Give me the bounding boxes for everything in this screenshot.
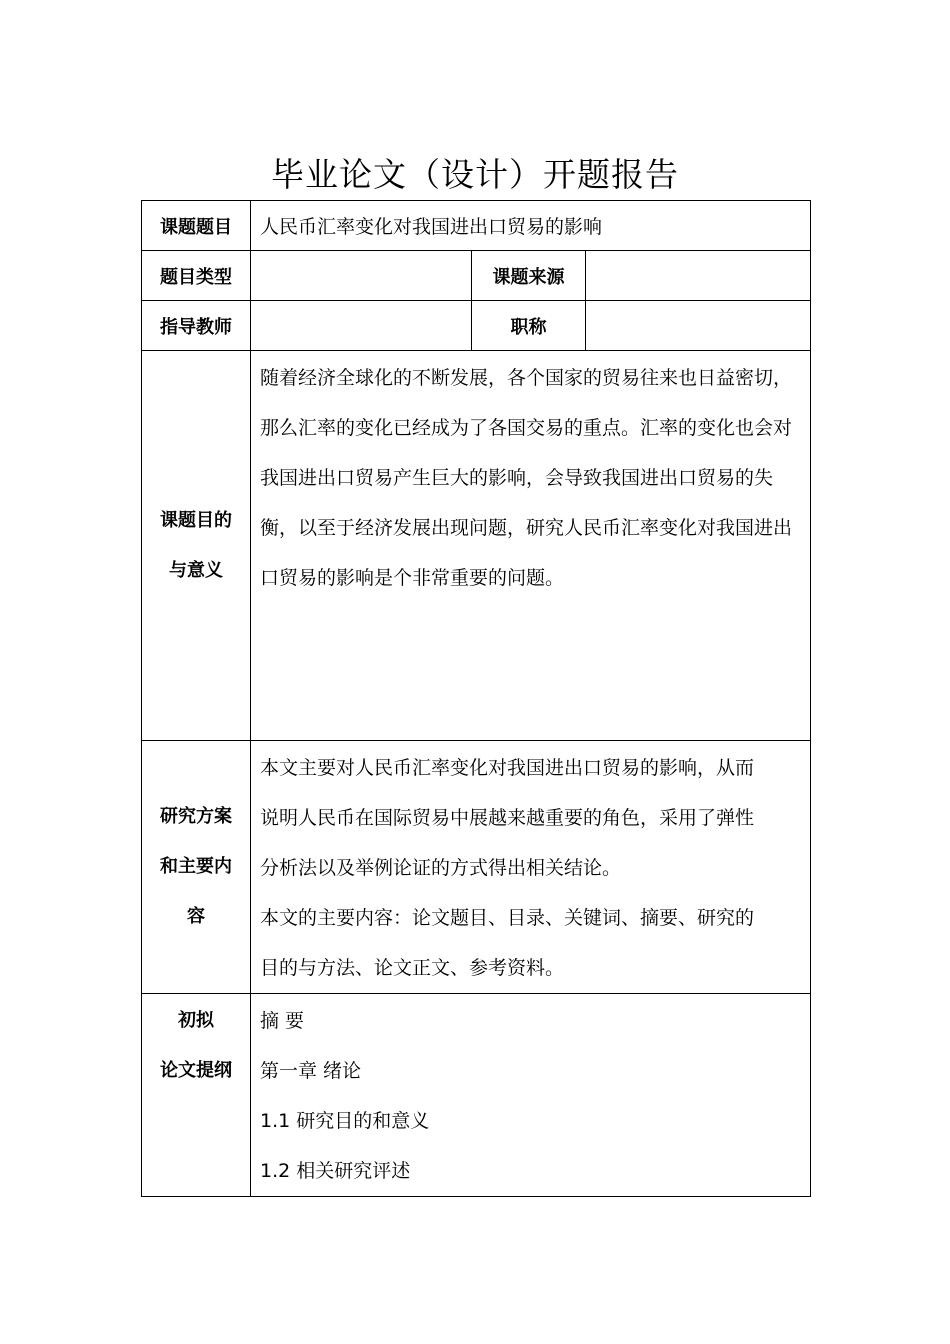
proposal-form-table <box>141 200 811 1197</box>
outline-label-line: 初拟 <box>178 1010 214 1031</box>
advisor-label: 指导教师 <box>142 301 251 351</box>
plan-label-line: 容 <box>187 906 205 927</box>
paragraph-line: 我国进出口贸易产生巨大的影响，会导致我国进出口贸易的失 <box>260 467 774 489</box>
paragraph-line: 随着经济全球化的不断发展，各个国家的贸易往来也日益密切， <box>260 367 793 389</box>
purpose-label-line: 课题目的 <box>160 509 232 531</box>
paragraph-line: 说明人民币在国际贸易中展越来越重要的角色，采用了弹性 <box>260 807 755 829</box>
type-source-row <box>142 251 811 301</box>
paragraph-line: 分析法以及举例论证的方式得出相关结论。 <box>260 857 622 879</box>
topic-label: 课题题目 <box>142 201 251 251</box>
outline-label <box>142 994 251 1197</box>
source-label: 课题来源 <box>472 251 586 301</box>
source-value <box>586 251 811 301</box>
plan-content <box>251 741 811 994</box>
purpose-label <box>142 351 251 741</box>
outline-row <box>142 994 811 1197</box>
outline-line: 摘 要 <box>260 1010 305 1032</box>
paragraph-line: 本文的主要内容：论文题目、目录、关键词、摘要、研究的 <box>260 907 755 929</box>
rank-label: 职称 <box>472 301 586 351</box>
paragraph-line: 目的与方法、论文正文、参考资料。 <box>260 957 565 979</box>
rank-value <box>586 301 811 351</box>
paragraph-line: 衡，以至于经济发展出现问题，研究人民币汇率变化对我国进出 <box>260 517 793 539</box>
outline-line: 第一章 绪论 <box>260 1060 362 1082</box>
advisor-rank-row <box>142 301 811 351</box>
plan-row <box>142 741 811 994</box>
outline-line: 1.1 研究目的和意义 <box>260 1110 430 1132</box>
topic-value: 人民币汇率变化对我国进出口贸易的影响 <box>251 201 811 251</box>
type-value <box>251 251 472 301</box>
type-label: 题目类型 <box>142 251 251 301</box>
plan-label-line: 研究方案 <box>160 806 232 827</box>
paragraph-line: 本文主要对人民币汇率变化对我国进出口贸易的影响，从而 <box>260 757 755 779</box>
outline-line: 1.2 相关研究评述 <box>260 1160 411 1182</box>
outline-content <box>251 994 811 1197</box>
advisor-value <box>251 301 472 351</box>
topic-row <box>142 201 811 251</box>
paragraph-line: 口贸易的影响是个非常重要的问题。 <box>260 567 565 589</box>
paragraph-line: 那么汇率的变化已经成为了各国交易的重点。汇率的变化也会对 <box>260 417 793 439</box>
page-title: 毕业论文（设计）开题报告 <box>271 155 679 194</box>
outline-label-line: 论文提纲 <box>160 1060 232 1081</box>
purpose-content <box>251 351 811 741</box>
purpose-label-line: 与意义 <box>169 559 223 581</box>
purpose-row <box>142 351 811 741</box>
plan-label-line: 和主要内 <box>160 856 232 877</box>
plan-label <box>142 741 251 994</box>
